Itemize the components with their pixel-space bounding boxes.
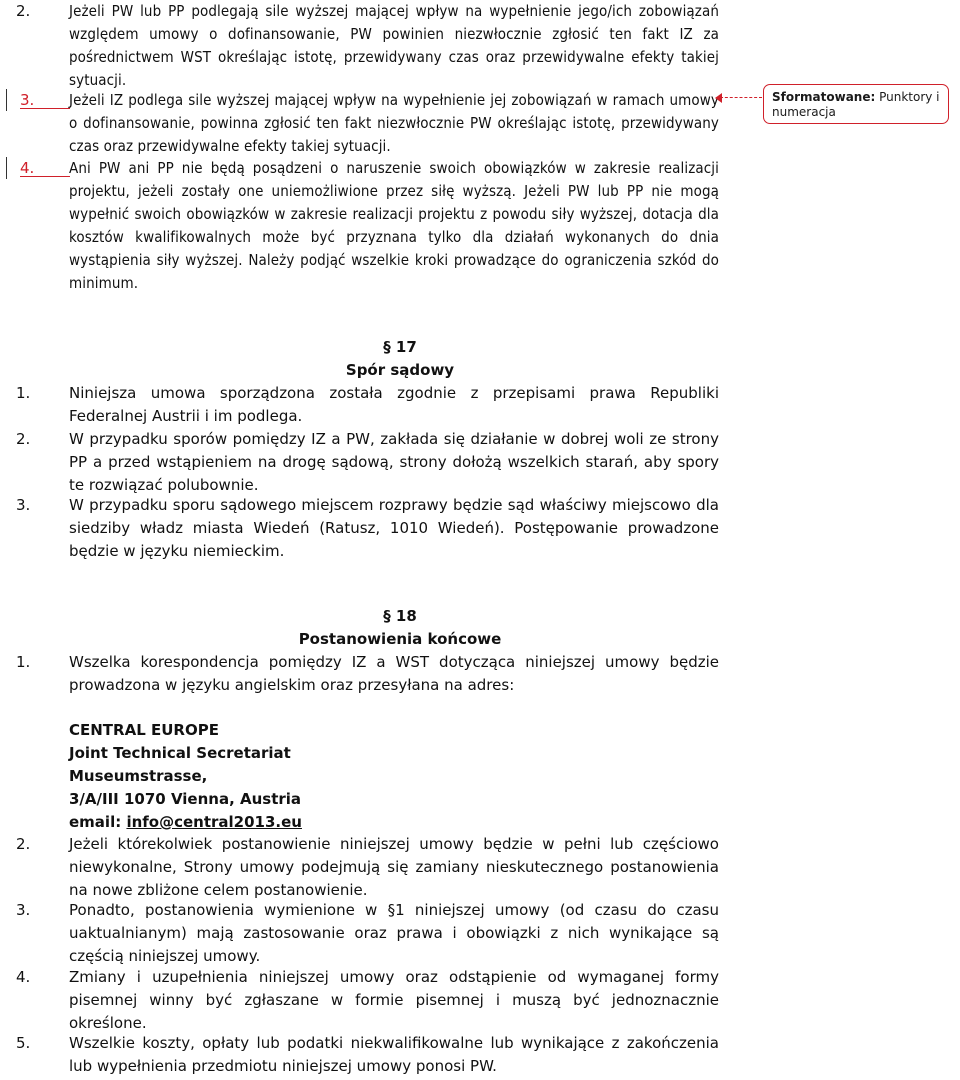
address-line: Museumstrasse, [69,767,208,785]
item-text: Jeżeli IZ podlega sile wyższej mającej wpływ na wypełnienie jej zobowiązań w ramach umowy o dofinansowanie, powinna zgłosić ten fakt niezwłocznie PW określając istotę, przewidywany czas oraz przewidywalne efekty takiej sytuacji. [69,91,719,155]
comment-label: Sformatowane: [772,90,876,104]
item-number: 1. [16,384,31,402]
item-text: Jeżeli którekolwiek postanowienie niniejszej umowy będzie w pełni lub częściowo niewykonalne, Strony umowy podejmują się zamiany nieskutecznego postanowienia na nowe zbliżone celem postanowienie. [69,835,719,899]
address-line: CENTRAL EUROPE [69,721,219,739]
item-text: W przypadku sporów pomiędzy IZ a PW, zakłada się działanie w dobrej woli ze strony PP a przed wstąpieniem na drogę sądową, strony dołożą wszelkich starań, aby spory te rozwiązać polubownie. [69,430,719,494]
item-number: 2. [16,430,31,448]
format-comment-balloon[interactable] [763,84,949,124]
inserted-underline [20,108,70,109]
section-18-title: Postanowienia końcowe [298,630,502,648]
section-18-number: § 18 [383,607,417,625]
email-line [69,811,302,834]
item-text: Ani PW ani PP nie będą posądzeni o naruszenie swoich obowiązków w zakresie realizacji projektu, jeżeli zostały one uniemożliwione przez siłę wyższą. Jeżeli PW lub PP nie mogą wypełnić swoich obowiązków w zakresie realizacji projektu z powodu siły wyższej, dotacja dla kosztów kwalifikowalnych może być przyznana tylko dla działań wykonanych do dnia wystąpienia siły wyższej. Należy podjąć wszelkie kroki prowadzące do ograniczenia szkód do minimum. [69,159,719,292]
item-text: W przypadku sporu sądowego miejscem rozprawy będzie sąd właściwy miejscowo dla siedziby władz miasta Wiedeń (Ratusz, 1010 Wiedeń). Postępowanie prowadzone będzie w języku niemieckim. [69,496,719,560]
item-number: 5. [16,1034,31,1052]
change-bar [6,89,7,111]
item-number: 3. [16,901,31,919]
item-text: Wszelkie koszty, opłaty lub podatki niekwalifikowalne lub wynikające z zakończenia lub wypełnienia przedmiotu niniejszej umowy ponosi PW. [69,1034,719,1075]
section-17-number: § 17 [383,338,417,356]
address-line: 3/A/III 1070 Vienna, Austria [69,790,302,808]
address-line: Joint Technical Secretariat [69,744,291,762]
item-number: 1. [16,653,31,671]
change-bar [6,157,7,179]
section-17-title: Spór sądowy [345,361,455,379]
item-text: Wszelka korespondencja pomiędzy IZ a WST dotycząca niniejszej umowy będzie prowadzona w języku angielskim oraz przesyłana na adres: [69,653,719,694]
item-text: Niniejsza umowa sporządzona została zgodnie z przepisami prawa Republiki Federalnej Austrii i im podlega. [69,384,719,425]
item-text: Jeżeli PW lub PP podlegają sile wyższej mającej wpływ na wypełnienie jego/ich zobowiązań względem umowy o dofinansowanie, PW powinien niezwłocznie zgłosić ten fakt IZ za pośrednictwem WST określając istotę, przewidywany czas oraz przewidywalne efekty takiej sytuacji. [69,2,719,89]
comment-connector-arrow [715,93,722,103]
item-number: 2. [16,835,31,853]
item-text: Ponadto, postanowienia wymienione w §1 niniejszej umowy (od czasu do czasu uaktualnianym) mają zastosowanie oraz prawa i obowiązki z nich wynikające są częścią niniejszej umowy. [69,901,719,965]
email-label: email: [69,813,127,831]
item-number: 3. [16,496,31,514]
inserted-underline [20,176,70,177]
item-number: 3. [20,91,35,109]
comment-connector [720,97,762,98]
item-number: 4. [16,968,31,986]
item-text: Zmiany i uzupełnienia niniejszej umowy oraz odstąpienie od wymaganej formy pisemnej winny być zgłaszane w formie pisemnej i muszą być jednoznacznie określone. [69,968,719,1032]
comment-text: Punktory i numeracja [772,90,940,119]
item-number: 2. [16,2,31,20]
item-number: 4. [20,159,35,177]
email-link[interactable]: info@central2013.eu [126,813,302,831]
